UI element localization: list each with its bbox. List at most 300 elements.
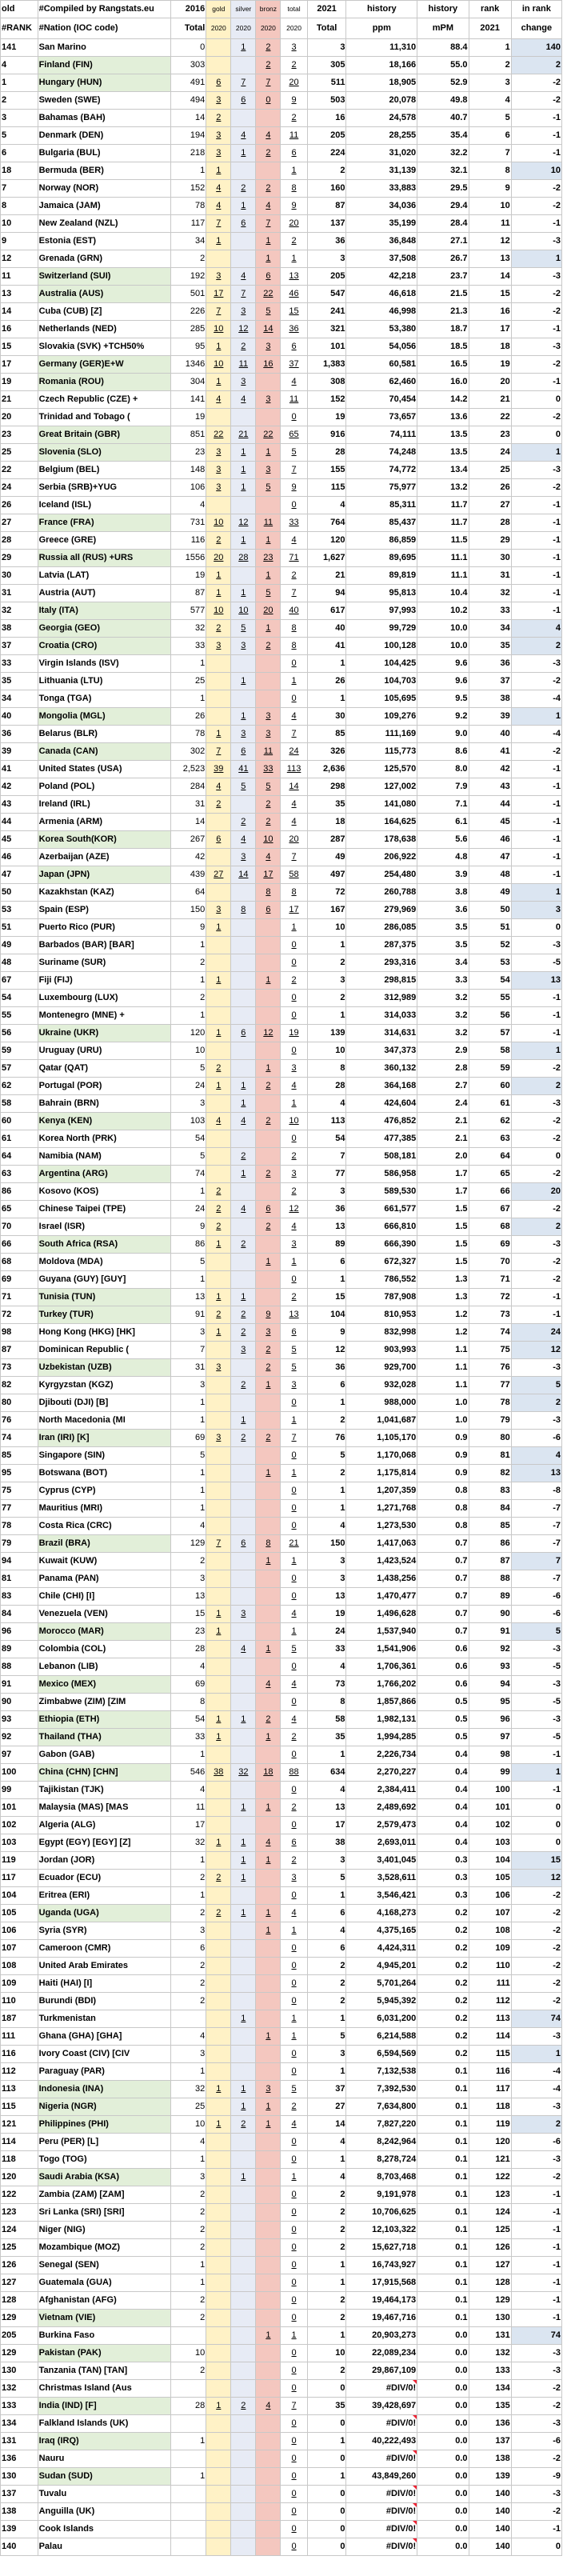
cell-bronz-2020 [256, 673, 281, 690]
cell-old-rank: 19 [1, 374, 38, 391]
cell-silver-2020 [231, 2239, 256, 2257]
cell-rank-change: -5 [511, 954, 561, 972]
cell-history-mpm: 23.7 [417, 268, 469, 286]
cell-rank-change: 12 [511, 1870, 561, 1887]
cell-gold-2020 [206, 2503, 231, 2521]
cell-total-2020: 1 [281, 2169, 307, 2186]
table-row [1, 1641, 562, 1658]
cell-total-2020: 6 [281, 338, 307, 356]
cell-history-ppm: 1,041,687 [346, 1412, 417, 1430]
cell-history-mpm: 1.2 [417, 1306, 469, 1324]
cell-history-ppm: 4,945,201 [346, 1958, 417, 1975]
cell-history-ppm: 100,128 [346, 638, 417, 655]
cell-nation: Egypt (EGY) [EGY] [Z] [38, 1834, 170, 1852]
cell-rank-2021: 19 [469, 356, 511, 374]
cell-total-2016: 5 [170, 1254, 206, 1271]
table-row [1, 2415, 562, 2433]
cell-gold-2020 [206, 1007, 231, 1025]
cell-rank-change: 74 [511, 2010, 561, 2028]
cell-silver-2020 [231, 2521, 256, 2538]
cell-nation: Mongolia (MGL) [38, 708, 170, 726]
cell-nation: Georgia (GEO) [38, 620, 170, 638]
cell-total-2020: 0 [281, 1394, 307, 1412]
cell-total-2016: 54 [170, 1711, 206, 1729]
cell-gold-2020: 4 [206, 180, 231, 198]
cell-bronz-2020: 1 [256, 972, 281, 990]
cell-bronz-2020 [256, 1975, 281, 1993]
cell-rank-change: 0 [511, 2538, 561, 2556]
cell-silver-2020 [231, 1394, 256, 1412]
cell-history-mpm: 4.8 [417, 849, 469, 866]
cell-silver-2020 [231, 1570, 256, 1588]
cell-bronz-2020: 2 [256, 1078, 281, 1095]
cell-total-2016: 25 [170, 2098, 206, 2116]
table-row [1, 1113, 562, 1130]
cell-bronz-2020: 2 [256, 1342, 281, 1359]
table-row [1, 2521, 562, 2538]
cell-silver-2020: 5 [231, 778, 256, 796]
cell-history-mpm: 21.5 [417, 286, 469, 303]
cell-gold-2020: 2 [206, 1870, 231, 1887]
cell-history-mpm: 0.8 [417, 1482, 469, 1500]
cell-bronz-2020: 11 [256, 743, 281, 761]
cell-total-2016: 32 [170, 620, 206, 638]
header-silver: silver [231, 1, 256, 18]
cell-history-mpm: 52.9 [417, 74, 469, 92]
cell-nation: North Macedonia (MI [38, 1412, 170, 1430]
cell-total-2021: 3 [307, 39, 346, 57]
cell-silver-2020 [231, 1975, 256, 1993]
table-row [1, 937, 562, 954]
cell-silver-2020 [231, 954, 256, 972]
table-row [1, 2186, 562, 2204]
cell-nation: Hungary (HUN) [38, 74, 170, 92]
cell-history-ppm: 6,214,588 [346, 2028, 417, 2046]
cell-total-2016: 78 [170, 198, 206, 215]
cell-rank-change: -1 [511, 602, 561, 620]
cell-bronz-2020 [256, 374, 281, 391]
table-row [1, 1553, 562, 1570]
cell-nation: Togo (TOG) [38, 2151, 170, 2169]
cell-old-rank: 93 [1, 1711, 38, 1729]
cell-nation: Bahamas (BAH) [38, 110, 170, 127]
cell-old-rank: 16 [1, 321, 38, 338]
table-row [1, 514, 562, 532]
cell-nation: Tanzania (TAN) [TAN] [38, 2362, 170, 2380]
cell-silver-2020 [231, 1817, 256, 1834]
header-in-rank: in rank [511, 1, 561, 18]
cell-total-2016: 91 [170, 1306, 206, 1324]
cell-total-2020: 0 [281, 1782, 307, 1799]
cell-history-mpm: 11.1 [417, 567, 469, 585]
cell-silver-2020 [231, 2380, 256, 2398]
cell-old-rank: 70 [1, 1218, 38, 1236]
cell-total-2016: 117 [170, 215, 206, 233]
cell-bronz-2020: 1 [256, 1905, 281, 1922]
cell-gold-2020 [206, 2222, 231, 2239]
cell-history-ppm: 19,467,716 [346, 2310, 417, 2327]
cell-history-mpm: 0.0 [417, 2450, 469, 2468]
cell-total-2020: 0 [281, 2538, 307, 2556]
cell-old-rank: 95 [1, 1465, 38, 1482]
cell-total-2016: 577 [170, 602, 206, 620]
table-row [1, 1975, 562, 1993]
cell-silver-2020: 1 [231, 1711, 256, 1729]
cell-nation: Haiti (HAI) [I] [38, 1975, 170, 1993]
cell-gold-2020 [206, 1746, 231, 1764]
cell-history-ppm: 53,380 [346, 321, 417, 338]
cell-nation: France (FRA) [38, 514, 170, 532]
cell-bronz-2020 [256, 2450, 281, 2468]
cell-total-2016: 14 [170, 814, 206, 831]
cell-history-ppm: 37,508 [346, 250, 417, 268]
cell-history-mpm: 0.1 [417, 2239, 469, 2257]
cell-total-2020: 0 [281, 2486, 307, 2503]
cell-history-ppm: 903,993 [346, 1342, 417, 1359]
cell-total-2021: 28 [307, 1078, 346, 1095]
cell-history-ppm: 810,953 [346, 1306, 417, 1324]
cell-rank-change: -1 [511, 2521, 561, 2538]
cell-old-rank: 129 [1, 2310, 38, 2327]
cell-total-2020: 3 [281, 1060, 307, 1078]
cell-rank-change: -3 [511, 1412, 561, 1430]
header-row-2 [1, 18, 562, 39]
table-row [1, 2468, 562, 2486]
cell-nation: Paraguay (PAR) [38, 2063, 170, 2081]
cell-rank-2021: 22 [469, 409, 511, 426]
cell-history-mpm: 0.1 [417, 2098, 469, 2116]
cell-silver-2020: 3 [231, 849, 256, 866]
table-row [1, 1870, 562, 1887]
cell-total-2020: 9 [281, 198, 307, 215]
table-row [1, 303, 562, 321]
cell-rank-2021: 74 [469, 1324, 511, 1342]
cell-history-ppm: 508,181 [346, 1148, 417, 1166]
cell-rank-2021: 81 [469, 1447, 511, 1465]
cell-total-2016: 1 [170, 1746, 206, 1764]
cell-old-rank: 4 [1, 57, 38, 74]
table-row [1, 2327, 562, 2345]
cell-nation: Korea North (PRK) [38, 1130, 170, 1148]
cell-bronz-2020: 12 [256, 1025, 281, 1042]
table-row [1, 1218, 562, 1236]
cell-history-ppm: 666,390 [346, 1236, 417, 1254]
cell-history-ppm: 35,199 [346, 215, 417, 233]
cell-history-mpm: 0.5 [417, 1711, 469, 1729]
header-rank: rank [469, 1, 511, 18]
cell-history-mpm: 0.9 [417, 1465, 469, 1482]
cell-old-rank: 39 [1, 743, 38, 761]
table-row [1, 1359, 562, 1377]
cell-history-mpm: 0.6 [417, 1641, 469, 1658]
cell-total-2020: 3 [281, 1870, 307, 1887]
cell-silver-2020: 3 [231, 638, 256, 655]
cell-history-mpm: 0.1 [417, 2081, 469, 2098]
cell-history-ppm: 22,089,234 [346, 2345, 417, 2362]
cell-total-2021: 19 [307, 1606, 346, 1623]
cell-total-2016: 494 [170, 92, 206, 110]
cell-gold-2020: 2 [206, 1218, 231, 1236]
cell-total-2016: 3 [170, 1324, 206, 1342]
cell-silver-2020 [231, 2310, 256, 2327]
cell-bronz-2020 [256, 2046, 281, 2063]
cell-history-ppm: 54,056 [346, 338, 417, 356]
cell-history-ppm: 347,373 [346, 1042, 417, 1060]
cell-rank-change: -1 [511, 127, 561, 145]
cell-history-mpm: 2.7 [417, 1078, 469, 1095]
table-row [1, 1570, 562, 1588]
cell-nation: Falkland Islands (UK) [38, 2415, 170, 2433]
cell-gold-2020: 7 [206, 743, 231, 761]
cell-gold-2020 [206, 1465, 231, 1482]
cell-silver-2020: 3 [231, 1342, 256, 1359]
cell-bronz-2020: 2 [256, 638, 281, 655]
cell-old-rank: 140 [1, 2538, 38, 2556]
cell-nation: Montenegro (MNE) + [38, 1007, 170, 1025]
cell-history-mpm: 0.1 [417, 2274, 469, 2292]
cell-total-2016: 2 [170, 990, 206, 1007]
cell-rank-2021: 66 [469, 1183, 511, 1201]
cell-rank-2021: 9 [469, 180, 511, 198]
cell-silver-2020 [231, 2433, 256, 2450]
cell-total-2016: 150 [170, 902, 206, 919]
cell-history-ppm: 424,604 [346, 1095, 417, 1113]
table-row [1, 1676, 562, 1694]
cell-bronz-2020: 1 [256, 532, 281, 550]
cell-rank-change: -1 [511, 831, 561, 849]
table-row [1, 1042, 562, 1060]
cell-rank-change: -7 [511, 1500, 561, 1518]
cell-gold-2020 [206, 1166, 231, 1183]
cell-old-rank: 205 [1, 2327, 38, 2345]
cell-history-mpm: 0.7 [417, 1606, 469, 1623]
cell-bronz-2020: 5 [256, 479, 281, 497]
cell-old-rank: 47 [1, 866, 38, 884]
cell-nation: Singapore (SIN) [38, 1447, 170, 1465]
cell-total-2020: 0 [281, 2257, 307, 2274]
table-row [1, 1694, 562, 1711]
cell-old-rank: 12 [1, 250, 38, 268]
table-row [1, 902, 562, 919]
cell-total-2021: 1 [307, 2274, 346, 2292]
cell-bronz-2020 [256, 990, 281, 1007]
cell-total-2021: 0 [307, 2415, 346, 2433]
cell-bronz-2020: 4 [256, 849, 281, 866]
cell-rank-change: 4 [511, 620, 561, 638]
cell-old-rank: 62 [1, 1078, 38, 1095]
cell-history-ppm: 4,375,165 [346, 1922, 417, 1940]
cell-old-rank: 11 [1, 268, 38, 286]
cell-rank-change: -3 [511, 1676, 561, 1694]
cell-total-2021: 4 [307, 1922, 346, 1940]
cell-total-2021: 73 [307, 1676, 346, 1694]
cell-old-rank: 5 [1, 127, 38, 145]
cell-total-2020: 0 [281, 1887, 307, 1905]
cell-bronz-2020 [256, 1993, 281, 2010]
cell-total-2020: 58 [281, 866, 307, 884]
cell-history-ppm: 46,618 [346, 286, 417, 303]
cell-bronz-2020 [256, 162, 281, 180]
cell-gold-2020: 1 [206, 2081, 231, 2098]
cell-old-rank: 32 [1, 602, 38, 620]
cell-history-mpm: 0.8 [417, 1500, 469, 1518]
cell-total-2021: 326 [307, 743, 346, 761]
table-row [1, 990, 562, 1007]
cell-total-2020: 0 [281, 2222, 307, 2239]
cell-total-2021: 13 [307, 1588, 346, 1606]
cell-nation: Ghana (GHA) [GHA] [38, 2028, 170, 2046]
cell-total-2021: 139 [307, 1025, 346, 1042]
cell-silver-2020: 4 [231, 127, 256, 145]
cell-total-2016: 1 [170, 1500, 206, 1518]
cell-old-rank: 138 [1, 2503, 38, 2521]
cell-total-2016: 6 [170, 1940, 206, 1958]
table-row [1, 673, 562, 690]
cell-bronz-2020: 18 [256, 1764, 281, 1782]
cell-total-2020: 8 [281, 180, 307, 198]
cell-total-2021: 167 [307, 902, 346, 919]
cell-total-2016: 87 [170, 585, 206, 602]
cell-bronz-2020: 8 [256, 1535, 281, 1553]
cell-nation: Lithuania (LTU) [38, 673, 170, 690]
cell-rank-2021: 105 [469, 1870, 511, 1887]
cell-bronz-2020 [256, 1148, 281, 1166]
cell-total-2020: 0 [281, 1658, 307, 1676]
cell-total-2021: 4 [307, 1518, 346, 1535]
cell-old-rank: 103 [1, 1834, 38, 1852]
cell-total-2016: 4 [170, 1658, 206, 1676]
cell-history-ppm: 127,002 [346, 778, 417, 796]
cell-rank-2021: 14 [469, 268, 511, 286]
cell-gold-2020: 20 [206, 550, 231, 567]
cell-old-rank: 137 [1, 2486, 38, 2503]
cell-bronz-2020 [256, 1782, 281, 1799]
cell-total-2021: 1 [307, 690, 346, 708]
cell-nation: Kazakhstan (KAZ) [38, 884, 170, 902]
cell-total-2016: 2 [170, 2186, 206, 2204]
cell-rank-2021: 2 [469, 57, 511, 74]
cell-nation: Bahrain (BRN) [38, 1095, 170, 1113]
cell-total-2016: 9 [170, 919, 206, 937]
cell-bronz-2020 [256, 2151, 281, 2169]
cell-rank-2021: 92 [469, 1641, 511, 1658]
cell-rank-2021: 31 [469, 567, 511, 585]
cell-gold-2020: 4 [206, 198, 231, 215]
cell-nation: Grenada (GRN) [38, 250, 170, 268]
cell-history-ppm: 46,998 [346, 303, 417, 321]
cell-total-2021: 2 [307, 1975, 346, 1993]
cell-rank-2021: 106 [469, 1887, 511, 1905]
cell-total-2021: 0 [307, 2503, 346, 2521]
cell-total-2021: 2 [307, 2310, 346, 2327]
cell-total-2021: 72 [307, 884, 346, 902]
cell-total-2021: 28 [307, 444, 346, 462]
cell-history-mpm: 16.0 [417, 374, 469, 391]
cell-gold-2020 [206, 1852, 231, 1870]
cell-history-ppm: 7,827,220 [346, 2116, 417, 2134]
cell-nation: Uganda (UGA) [38, 1905, 170, 1922]
cell-total-2016: 1 [170, 1887, 206, 1905]
cell-gold-2020: 1 [206, 162, 231, 180]
cell-total-2020: 5 [281, 1342, 307, 1359]
cell-silver-2020: 6 [231, 743, 256, 761]
table-row [1, 1271, 562, 1289]
cell-total-2016: 2 [170, 2292, 206, 2310]
cell-history-mpm: 0.0 [417, 2486, 469, 2503]
cell-silver-2020 [231, 1553, 256, 1570]
cell-total-2016: 3 [170, 1570, 206, 1588]
cell-total-2021: 1 [307, 2010, 346, 2028]
cell-history-ppm: 73,657 [346, 409, 417, 426]
cell-history-ppm: 3,528,611 [346, 1870, 417, 1887]
cell-history-mpm: 18.5 [417, 338, 469, 356]
cell-nation: Uzbekistan (UZB) [38, 1359, 170, 1377]
cell-rank-change: -1 [511, 321, 561, 338]
cell-rank-change: -2 [511, 198, 561, 215]
cell-total-2020: 4 [281, 1711, 307, 1729]
cell-rank-change: 10 [511, 162, 561, 180]
cell-total-2020: 0 [281, 2292, 307, 2310]
cell-total-2020: 0 [281, 2345, 307, 2362]
cell-total-2016: 33 [170, 638, 206, 655]
cell-total-2020: 4 [281, 2116, 307, 2134]
cell-nation: Armenia (ARM) [38, 814, 170, 831]
cell-total-2021: 6 [307, 1254, 346, 1271]
cell-rank-2021: 93 [469, 1658, 511, 1676]
cell-silver-2020: 5 [231, 620, 256, 638]
cell-rank-change: -3 [511, 2345, 561, 2362]
cell-gold-2020: 3 [206, 444, 231, 462]
cell-old-rank: 18 [1, 162, 38, 180]
cell-history-ppm: #DIV/0! [346, 2450, 417, 2468]
cell-total-2016: 1 [170, 2063, 206, 2081]
cell-old-rank: 48 [1, 954, 38, 972]
cell-silver-2020: 7 [231, 74, 256, 92]
cell-gold-2020 [206, 1130, 231, 1148]
cell-rank-change: -6 [511, 1588, 561, 1606]
cell-total-2016: 501 [170, 286, 206, 303]
cell-old-rank: 53 [1, 902, 38, 919]
cell-total-2016: 439 [170, 866, 206, 884]
cell-total-2020: 1 [281, 1095, 307, 1113]
table-row [1, 2169, 562, 2186]
cell-total-2020: 1 [281, 250, 307, 268]
cell-bronz-2020: 3 [256, 462, 281, 479]
cell-history-mpm: 0.4 [417, 1834, 469, 1852]
cell-silver-2020 [231, 972, 256, 990]
cell-rank-2021: 63 [469, 1130, 511, 1148]
cell-silver-2020 [231, 2503, 256, 2521]
cell-rank-change: -2 [511, 1887, 561, 1905]
cell-total-2016: 5 [170, 1447, 206, 1465]
cell-bronz-2020 [256, 2257, 281, 2274]
table-row [1, 1834, 562, 1852]
cell-nation: Tonga (TGA) [38, 690, 170, 708]
table-row [1, 1236, 562, 1254]
cell-nation: San Marino [38, 39, 170, 57]
cell-total-2016: 2 [170, 1975, 206, 1993]
cell-total-2020: 36 [281, 321, 307, 338]
cell-bronz-2020: 2 [256, 796, 281, 814]
cell-total-2021: 4 [307, 1658, 346, 1676]
table-row [1, 1447, 562, 1465]
cell-old-rank: 132 [1, 2380, 38, 2398]
cell-history-mpm: 1.1 [417, 1377, 469, 1394]
cell-silver-2020 [231, 1271, 256, 1289]
cell-nation: Kosovo (KOS) [38, 1183, 170, 1201]
cell-rank-2021: 79 [469, 1412, 511, 1430]
cell-bronz-2020: 1 [256, 2028, 281, 2046]
